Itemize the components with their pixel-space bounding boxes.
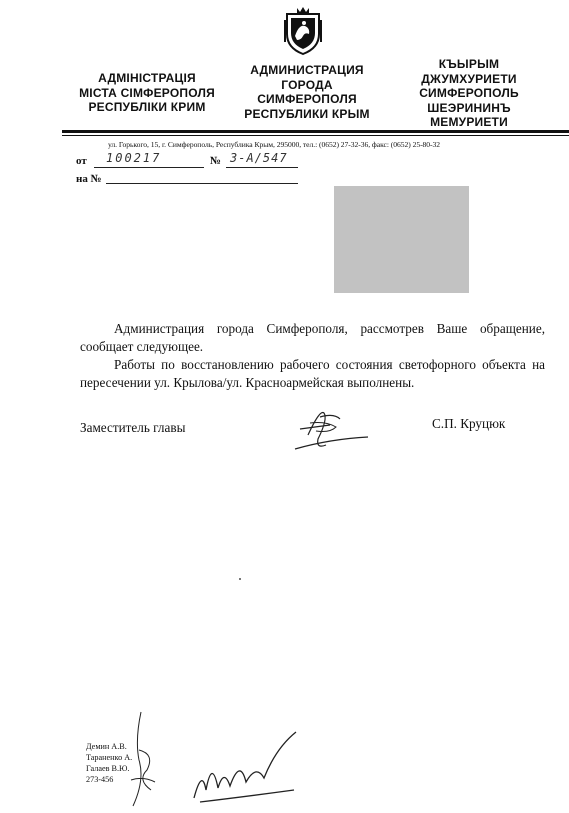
header-left-line: МІСТА СІМФЕРОПОЛЯ <box>79 85 215 100</box>
signature-scribble <box>290 405 375 453</box>
header-center-line: РЕСПУБЛИКИ КРЫМ <box>244 106 370 121</box>
executor-line: Демин А.В. <box>86 742 127 751</box>
stray-dot <box>239 578 241 580</box>
header-right-line: СИМФЕРОПОЛЬ <box>419 86 519 100</box>
header-right <box>404 57 534 130</box>
header-rule-thick <box>62 130 569 133</box>
executor-line: Галаев В.Ю. <box>86 764 130 773</box>
header-center-line: ГОРОДА <box>281 77 333 92</box>
from-label: от <box>76 155 87 167</box>
crimea-emblem <box>283 6 323 56</box>
header-center-line: СИМФЕРОПОЛЯ <box>257 92 357 106</box>
header-left-line: РЕСПУБЛІКИ КРИМ <box>88 100 206 114</box>
handwritten-mark-right <box>190 728 300 808</box>
header-right-line: ДЖУМХУРИЕТИ <box>421 71 517 86</box>
header-center <box>234 63 380 121</box>
header-left-line: АДМІНІСТРАЦІЯ <box>98 71 196 85</box>
signer-position: Заместитель главы <box>80 420 186 435</box>
date-value: 100217 <box>106 151 162 165</box>
executor-line: Тараненко А. <box>86 753 133 762</box>
date-underline <box>94 167 204 168</box>
header-right-line: ШЕЭРИНИНЪ <box>427 100 511 115</box>
to-underline <box>106 183 298 184</box>
header-left <box>72 71 222 115</box>
address-line: ул. Горького, 15, г. Симферополь, Республика Крым, 295000, тел.: (0652) 27-32-36, факс: (0652) 25-80-32 <box>108 140 441 149</box>
paragraph-2: Работы по восстановлению рабочего состояния светофорного объекта на пересечении ул. Крылова/ул. Красноармейская выполнены. <box>80 357 545 390</box>
header-right-line: КЪЫРЫМ <box>438 57 500 71</box>
number-sign: № <box>210 155 222 167</box>
paragraph-1: Администрация города Симферополя, рассмотрев Ваше обращение, сообщает следующее. <box>80 321 545 354</box>
number-value: 3-А/547 <box>230 151 288 165</box>
to-label: на № <box>76 173 102 185</box>
handwritten-mark-left <box>125 710 160 808</box>
executor-line: 273-456 <box>86 775 114 784</box>
header-right-line: МЕМУРИЕТИ <box>430 115 508 129</box>
body-text <box>80 320 545 392</box>
signer-name: С.П. Круцюк <box>432 416 506 431</box>
number-underline <box>226 167 298 168</box>
header-rule-thin <box>62 135 569 136</box>
redacted-recipient <box>334 186 469 293</box>
header-center-line: АДМИНИСТРАЦИЯ <box>250 63 364 77</box>
